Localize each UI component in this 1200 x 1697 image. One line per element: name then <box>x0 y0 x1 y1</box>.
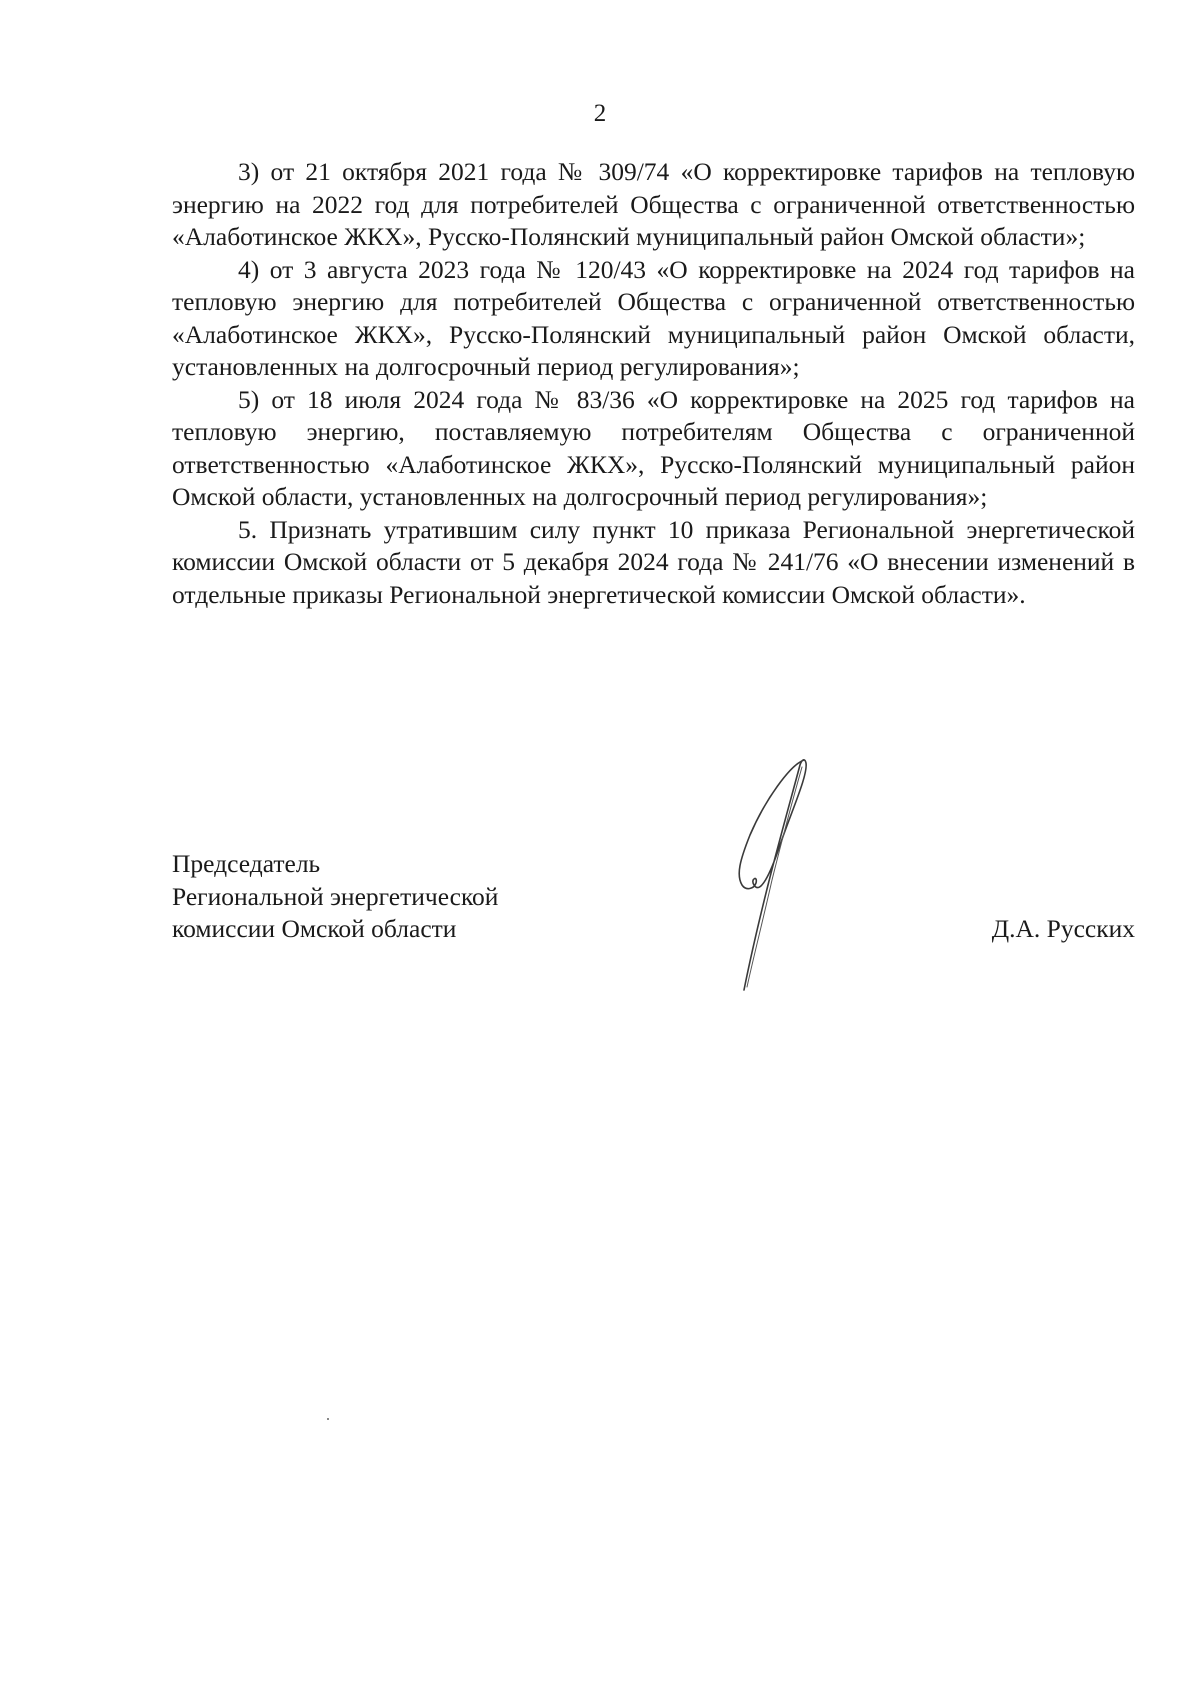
paragraph-item-5: 5) от 18 июля 2024 года № 83/36 «О корректировке на 2025 год тарифов на тепловую энергию, поставляемую потребителям Общества с ограниченной ответственностью «Алаботинское ЖКХ», Русско-Полянский муниципальный район Омской области, установленных на долгосрочный период регулирования»; <box>172 384 1135 511</box>
signatory-title <box>172 848 498 946</box>
signature-block <box>172 848 1135 968</box>
scan-speck <box>327 1418 329 1420</box>
handwritten-signature <box>720 755 830 995</box>
signatory-name: Д.А. Русских <box>991 914 1135 943</box>
paragraph-item-4: 4) от 3 августа 2023 года № 120/43 «О корректировке на 2024 год тарифов на тепловую энергию для потребителей Общества с ограниченной ответственностью «Алаботинское ЖКХ», Русско-Полянский муниципальный район Омской области, установленных на долгосрочный период регулирования»; <box>172 254 1135 381</box>
paragraph-item-3: 3) от 21 октября 2021 года № 309/74 «О корректировке тарифов на тепловую энергию на 2022 год для потребителей Общества с ограниченной ответственностью «Алаботинское ЖКХ», Русско-Полянский муниципальный район Омской области»; <box>172 157 1135 251</box>
signatory-title-line: Председатель <box>172 849 321 878</box>
document-body <box>172 156 1135 611</box>
signatory-title-line: комиссии Омской области <box>172 914 457 943</box>
signatory-title-line: Региональной энергетической <box>172 881 499 911</box>
page-number: 2 <box>593 100 607 127</box>
paragraph-point-5: 5. Признать утратившим силу пункт 10 приказа Региональной энергетической комиссии Омской области от 5 декабря 2024 года № 241/76 «О внесении изменений в отдельные приказы Региональной энергетической комиссии Омской области». <box>172 514 1135 609</box>
